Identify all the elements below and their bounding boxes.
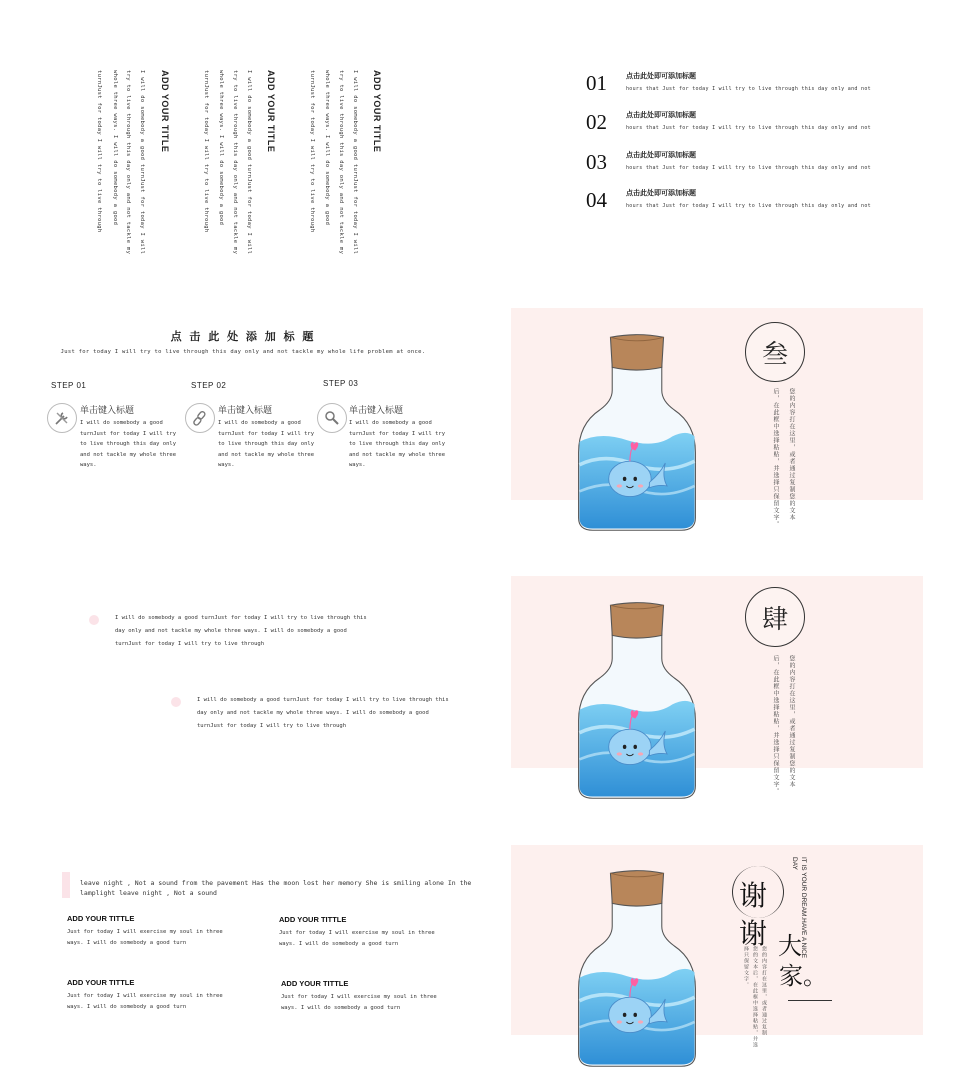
step-line: and not tackle my whole three xyxy=(349,451,446,458)
item-body xyxy=(279,928,435,949)
quote-text xyxy=(80,878,471,898)
item-title: ADD YOUR TITTLE xyxy=(279,915,347,924)
item-title: 点击此处即可添加标题 xyxy=(626,189,696,197)
column-text: I will do somebody a good turnJust for today I will xyxy=(352,70,358,255)
step-body xyxy=(218,418,314,471)
column-text: 您的内容打在这里，或者通过复制您的文本 xyxy=(788,388,795,521)
column-text: turnJust for today I will try to live through xyxy=(203,70,209,233)
english-tagline: IT IS YOUR DREAM.HAVE A NICE DAY xyxy=(791,857,807,959)
item-title: ADD YOUR TITTLE xyxy=(67,978,135,987)
step-line: I will do somebody a good xyxy=(80,420,163,426)
thanks-char: 谢 xyxy=(739,879,768,912)
text-line: I will do somebody a good turnJust for today I will try to live through this xyxy=(115,615,367,621)
step-line: ways. xyxy=(349,462,366,468)
column-title: ADD YOUR TITLE xyxy=(266,70,276,153)
item-line: Just for today I will exercise my soul in three xyxy=(281,994,437,1000)
pink-dot xyxy=(89,615,99,625)
pink-accent-bar xyxy=(62,872,70,898)
item-number: 01 xyxy=(586,71,607,95)
step-line: I will do somebody a good xyxy=(218,420,301,426)
underline-divider xyxy=(788,1000,832,1001)
item-text: hours that Just for today I will try to live through this day only and not xyxy=(626,165,871,171)
column-text: 择只保留文字。 xyxy=(743,946,749,988)
item-title: 点击此处即可添加标题 xyxy=(626,111,696,119)
column-text: whole three ways. I will do somebody a good xyxy=(218,70,224,226)
bottle-whale-illustration xyxy=(565,868,709,1068)
column-text: 您的文本后，在此框中选择粘贴，并选 xyxy=(752,946,758,1048)
column-text: I will do somebody a good turnJust for today I will xyxy=(139,70,145,255)
text-line: day only and not tackle my whole three ways. I will do somebody a good xyxy=(197,710,429,716)
item-number: 03 xyxy=(586,150,607,174)
step-title: 单击键入标题 xyxy=(80,406,135,416)
column-text: 您的内容打在这里，或者通过复制 xyxy=(761,946,767,1036)
link-icon xyxy=(185,403,215,433)
step-line: and not tackle my whole three xyxy=(218,451,315,458)
column-text: turnJust for today I will try to live through xyxy=(309,70,315,233)
bottle-whale-illustration xyxy=(565,332,709,532)
item-text: hours that Just for today I will try to live through this day only and not xyxy=(626,86,871,92)
slide-subtitle: Just for today I will try to live through this day only and not tackle my whole life problem at once. xyxy=(60,349,426,355)
quote-line: lamplight leave night , Not a sound xyxy=(80,889,217,897)
column-text: 您的内容打在这里，或者通过复制您的文本 xyxy=(788,655,795,788)
thanks-char: 谢 xyxy=(739,917,768,950)
step-line: I will do somebody a good xyxy=(349,420,432,426)
bottle-whale-illustration xyxy=(565,600,709,800)
section-number-char: 肆 xyxy=(745,587,805,647)
item-number: 04 xyxy=(586,188,607,212)
step-line: turnJust for today I will try xyxy=(218,430,315,437)
text-block xyxy=(115,612,367,651)
column-text: turnJust for today I will try to live through xyxy=(96,70,102,233)
item-text: hours that Just for today I will try to live through this day only and not xyxy=(626,203,871,209)
step-title: 单击键入标题 xyxy=(218,406,273,416)
item-line: Just for today I will exercise my soul in three xyxy=(67,929,223,935)
column-text: 后，在此框中选择粘贴，并选择只保留文字。 xyxy=(772,388,779,528)
item-body xyxy=(67,991,223,1012)
column-text: whole three ways. I will do somebody a good xyxy=(112,70,118,226)
item-line: ways. I will do somebody a good turn xyxy=(67,1003,187,1010)
column-text: try to live through this day only and not tackle my xyxy=(125,70,131,255)
grid-item xyxy=(281,979,437,1013)
step-title: 单击键入标题 xyxy=(349,406,404,416)
column-text: try to live through this day only and not tackle my xyxy=(338,70,344,255)
quote-line: leave night , Not a sound from the pavement Has the moon lost her memory She is smiling alone In the xyxy=(80,879,472,887)
column-text: I will do somebody a good turnJust for today I will xyxy=(246,70,252,255)
dajia-char: 家。 xyxy=(779,962,827,990)
item-text: hours that Just for today I will try to live through this day only and not xyxy=(626,125,871,131)
magnifier-icon xyxy=(317,403,347,433)
column-title: ADD YOUR TITLE xyxy=(372,70,382,153)
tools-icon xyxy=(47,403,77,433)
step-line: turnJust for today I will try xyxy=(349,430,446,437)
item-title: ADD YOUR TITTLE xyxy=(67,914,135,923)
pink-dot xyxy=(171,697,181,707)
step-body xyxy=(80,418,176,471)
step-line: turnJust for today I will try xyxy=(80,430,177,437)
item-line: ways. I will do somebody a good turn xyxy=(279,940,399,947)
dajia-char: 大 xyxy=(778,932,802,960)
column-text: try to live through this day only and not tackle my xyxy=(232,70,238,255)
item-number: 02 xyxy=(586,110,607,134)
item-title: 点击此处即可添加标题 xyxy=(626,72,696,80)
grid-item xyxy=(67,914,223,948)
item-line: Just for today I will exercise my soul in three xyxy=(67,993,223,999)
text-line: turnJust for today I will try to live through xyxy=(115,641,265,647)
step-line: to live through this day only xyxy=(80,441,177,447)
item-body xyxy=(281,992,437,1013)
text-line: I will do somebody a good turnJust for today I will try to live through this xyxy=(197,697,449,703)
grid-item xyxy=(67,978,223,1012)
item-line: Just for today I will exercise my soul in three xyxy=(279,930,435,936)
item-line: ways. I will do somebody a good turn xyxy=(67,939,187,946)
slide-title: 点 击 此 处 添 加 标 题 xyxy=(170,330,316,343)
column-text: 后，在此框中选择粘贴，并选择只保留文字。 xyxy=(772,655,779,795)
step-line: ways. xyxy=(80,462,97,468)
step-line: to live through this day only xyxy=(218,441,315,447)
section-number-char: 叁 xyxy=(745,322,805,382)
step-body xyxy=(349,418,445,471)
item-title: ADD YOUR TITTLE xyxy=(281,979,349,988)
step-line: to live through this day only xyxy=(349,441,446,447)
item-title: 点击此处即可添加标题 xyxy=(626,151,696,159)
step-label: STEP 01 xyxy=(51,381,87,390)
text-line: turnJust for today I will try to live through xyxy=(197,723,347,729)
column-title: ADD YOUR TITLE xyxy=(160,70,170,153)
step-line: ways. xyxy=(218,462,235,468)
column-text: whole three ways. I will do somebody a good xyxy=(324,70,330,226)
step-label: STEP 02 xyxy=(191,381,227,390)
step-line: and not tackle my whole three xyxy=(80,451,177,458)
step-label: STEP 03 xyxy=(323,379,359,388)
text-block xyxy=(197,694,449,733)
item-line: ways. I will do somebody a good turn xyxy=(281,1004,401,1011)
item-body xyxy=(67,927,223,948)
grid-item xyxy=(279,915,435,949)
text-line: day only and not tackle my whole three ways. I will do somebody a good xyxy=(115,628,347,634)
